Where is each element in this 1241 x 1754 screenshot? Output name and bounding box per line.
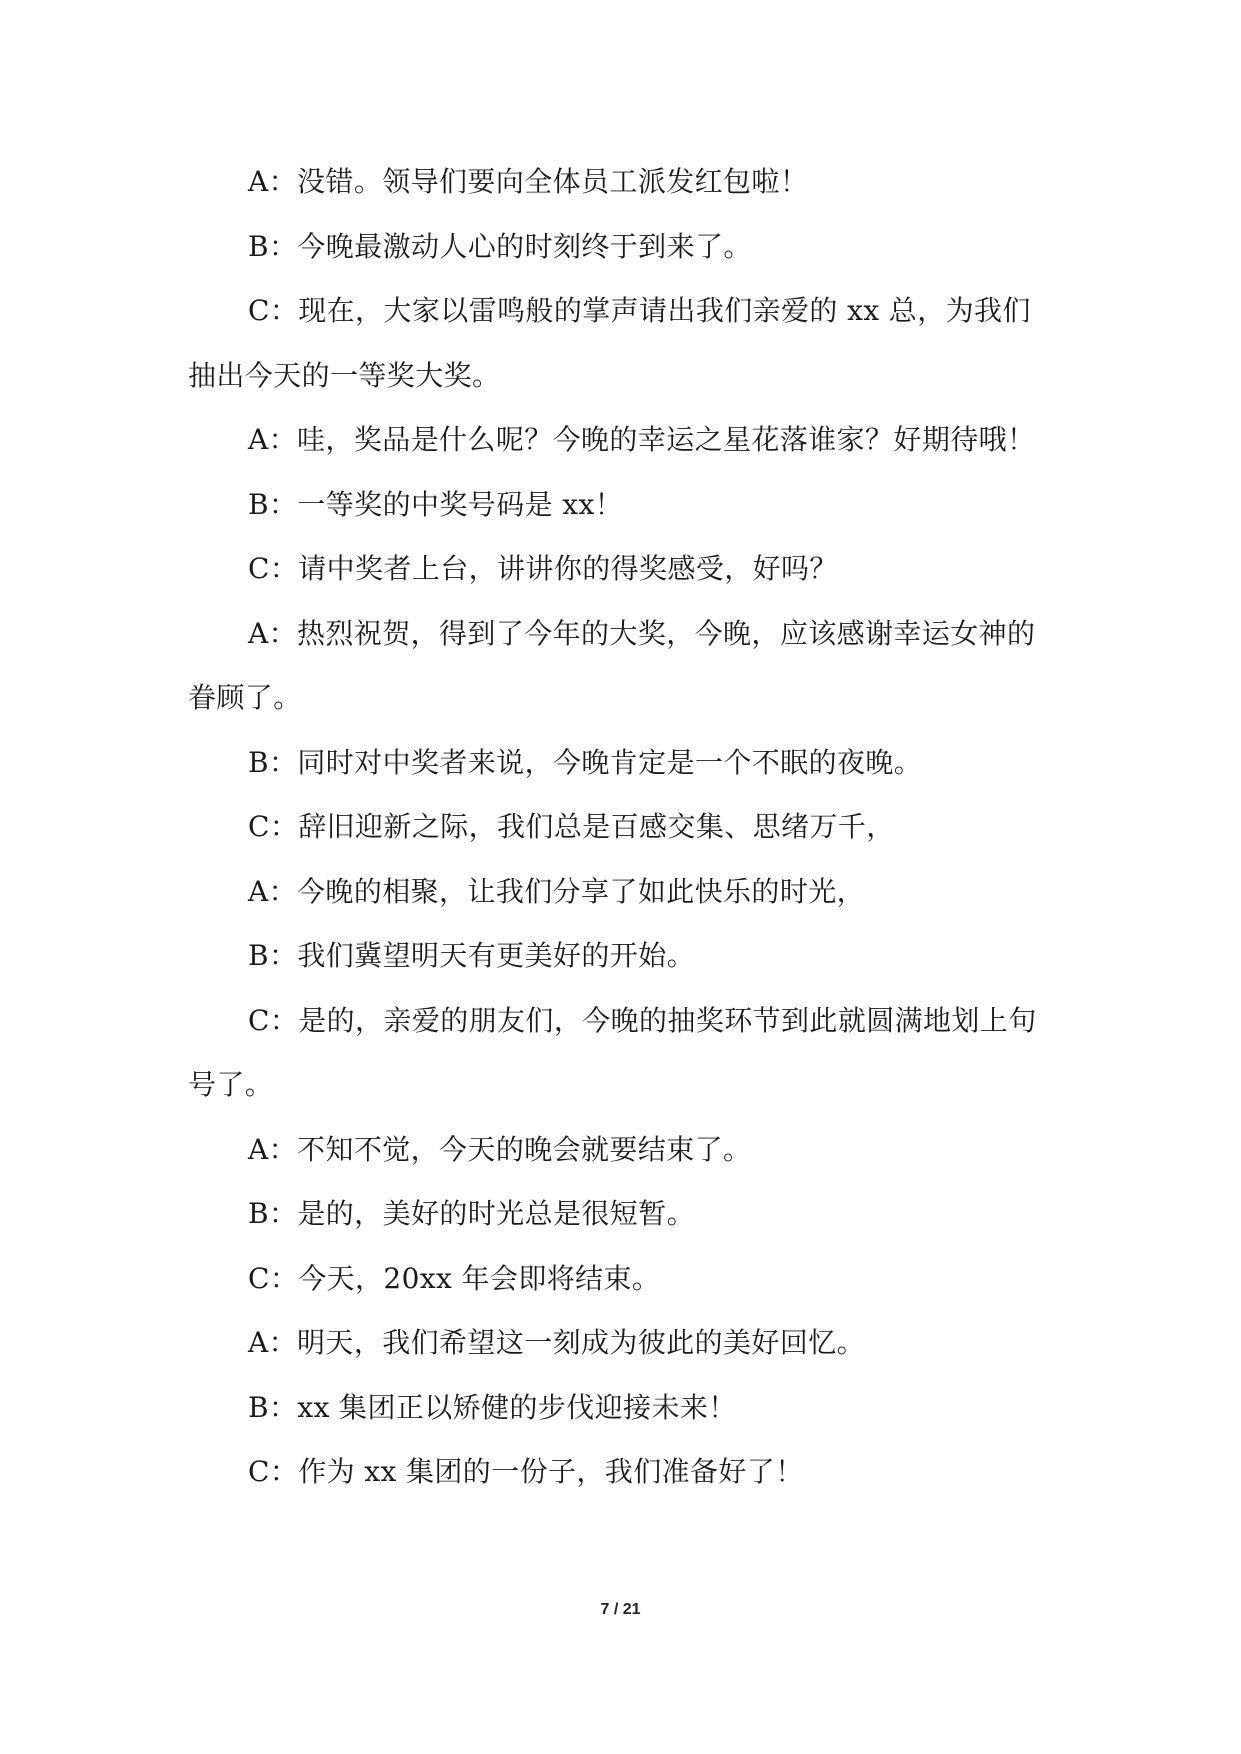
dialogue-paragraph: A：没错。领导们要向全体员工派发红包啦！ xyxy=(248,165,809,198)
document-body xyxy=(188,150,1050,1505)
dialogue-paragraph: B：今晚最激动人心的时刻终于到来了。 xyxy=(248,229,752,263)
dialogue-paragraph: B：一等奖的中奖号码是 xx！ xyxy=(248,487,624,521)
dialogue-paragraph: C：是的，亲爱的朋友们，今晚的抽奖环节到此就圆满地划上句号了。 xyxy=(188,1003,1037,1101)
dialogue-paragraph: A：今晚的相聚，让我们分享了如此快乐的时光， xyxy=(248,874,866,908)
dialogue-paragraph: B：xx 集团正以矫健的步伐迎接未来！ xyxy=(248,1390,737,1424)
dialogue-paragraph: C：辞旧迎新之际，我们总是百感交集、思绪万千， xyxy=(248,810,895,843)
dialogue-paragraph: A：明天，我们希望这一刻成为彼此的美好回忆。 xyxy=(248,1326,866,1359)
dialogue-paragraph: C：作为 xx 集团的一份子，我们准备好了！ xyxy=(248,1455,804,1488)
dialogue-paragraph: A：热烈祝贺，得到了今年的大奖，今晚，应该感谢幸运女神的眷顾了。 xyxy=(188,616,1036,714)
dialogue-paragraph: C：请中奖者上台，讲讲你的得奖感受，好吗？ xyxy=(248,552,838,585)
page-number: 7 / 21 xyxy=(600,1601,641,1618)
dialogue-paragraph: A：哇，奖品是什么呢？今晚的幸运之星花落谁家？好期待哦！ xyxy=(248,423,1036,456)
dialogue-paragraph: B：是的，美好的时光总是很短暂。 xyxy=(248,1197,695,1230)
dialogue-paragraph: C：今天，20xx 年会即将结束。 xyxy=(248,1261,661,1295)
dialogue-paragraph: B：同时对中奖者来说，今晚肯定是一个不眠的夜晚。 xyxy=(248,745,923,779)
dialogue-paragraph: B：我们冀望明天有更美好的开始。 xyxy=(248,939,695,972)
dialogue-paragraph: A：不知不觉，今天的晚会就要结束了。 xyxy=(248,1132,752,1166)
dialogue-paragraph: C：现在，大家以雷鸣般的掌声请出我们亲爱的 xx 总，为我们抽出今天的一等奖大奖。 xyxy=(188,294,1031,392)
